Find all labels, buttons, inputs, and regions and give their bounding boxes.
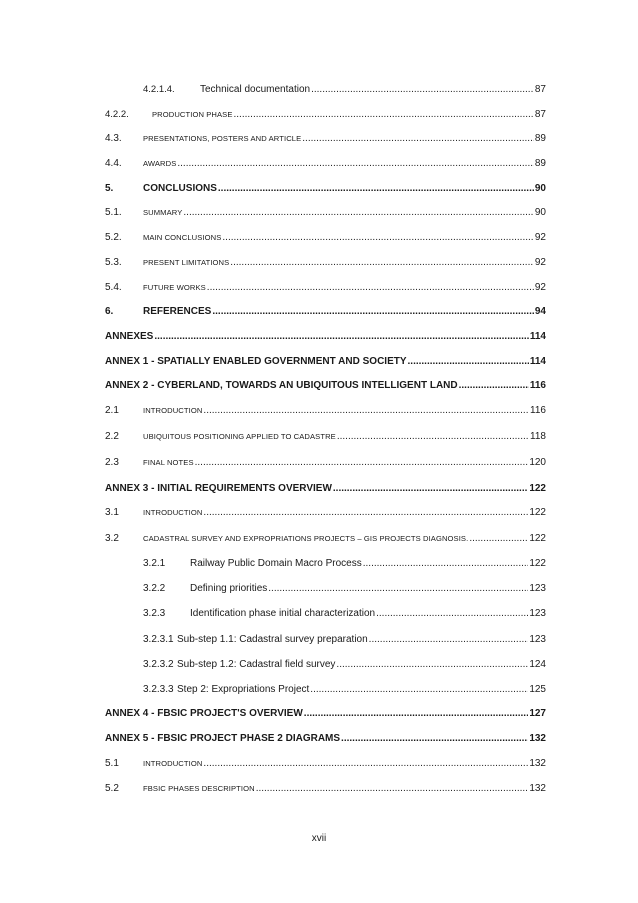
toc-entry-title: PRESENT LIMITATIONS bbox=[143, 258, 230, 267]
toc-entry-title: CONCLUSIONS bbox=[143, 183, 217, 194]
toc-entry[interactable] bbox=[0, 355, 638, 369]
toc-entry-title: PRODUCTION PHASE bbox=[152, 110, 233, 119]
leader-dots bbox=[369, 633, 529, 647]
toc-entry-page: 90 bbox=[534, 207, 546, 218]
leader-dots bbox=[203, 757, 528, 771]
leader-dots bbox=[408, 355, 529, 369]
leader-dots bbox=[302, 132, 534, 146]
leader-dots bbox=[183, 206, 533, 220]
toc-entry-title: ANNEX 3 - INITIAL REQUIREMENTS OVERVIEW bbox=[105, 483, 332, 494]
toc-entry[interactable] bbox=[0, 182, 638, 196]
toc-entry-page: 127 bbox=[529, 708, 546, 719]
toc-entry-number: 5.4. bbox=[105, 282, 122, 293]
toc-entry-number: 2.3 bbox=[105, 457, 119, 468]
leader-dots bbox=[218, 182, 534, 196]
leader-dots bbox=[256, 782, 529, 796]
toc-entry-number: 4.2.2. bbox=[105, 109, 129, 120]
toc-entry[interactable] bbox=[0, 506, 638, 520]
toc-entry-title: Identification phase initial characterization bbox=[190, 608, 376, 619]
leader-dots bbox=[234, 108, 534, 122]
leader-dots bbox=[207, 281, 534, 295]
toc-entry-page: 123 bbox=[529, 634, 546, 645]
toc-entry-title: INTRODUCTION bbox=[143, 508, 203, 517]
toc-entry-title: Railway Public Domain Macro Process bbox=[190, 558, 362, 569]
leader-dots bbox=[311, 83, 534, 97]
toc-entry-number: 5.1. bbox=[105, 207, 122, 218]
toc-entry-page: 89 bbox=[534, 133, 546, 144]
leader-dots bbox=[203, 404, 529, 418]
toc-entry-number: 3.2.3 bbox=[143, 608, 166, 619]
toc-entry-page: 122 bbox=[529, 558, 546, 569]
toc-entry-number: 3.2.1 bbox=[143, 558, 166, 569]
toc-entry-number: 3.2.2 bbox=[143, 583, 166, 594]
toc-entry[interactable] bbox=[0, 482, 638, 496]
toc-entry-page: 90 bbox=[534, 183, 546, 194]
toc-entry-number: 5.2. bbox=[105, 232, 122, 243]
toc-entry-title: UBIQUITOUS POSITIONING APPLIED TO CADASTRE bbox=[143, 432, 336, 441]
toc-entry[interactable] bbox=[0, 732, 638, 746]
toc-entry-page: 114 bbox=[529, 331, 546, 342]
toc-entry-title: MAIN CONCLUSIONS bbox=[143, 233, 222, 242]
toc-entry-number: 3.2.3.2 bbox=[143, 659, 174, 670]
leader-dots bbox=[336, 658, 528, 672]
toc-entry[interactable] bbox=[0, 281, 638, 295]
leader-dots bbox=[304, 707, 529, 721]
toc-entry-title: PRESENTATIONS, POSTERS AND ARTICLE bbox=[143, 134, 302, 143]
toc-entry-page: 132 bbox=[529, 758, 546, 769]
toc-entry-page: 118 bbox=[530, 431, 546, 442]
leader-dots bbox=[195, 456, 529, 470]
leader-dots bbox=[310, 683, 528, 697]
toc-entry[interactable] bbox=[0, 379, 638, 393]
toc-entry-title: ANNEX 1 - SPATIALLY ENABLED GOVERNMENT AND SOCIETY bbox=[105, 356, 407, 367]
toc-entry-page: 123 bbox=[529, 583, 546, 594]
toc-entry-page: 122 bbox=[529, 533, 546, 544]
toc-entry-page: 89 bbox=[534, 158, 546, 169]
leader-dots bbox=[459, 379, 529, 393]
toc-entry-page: 122 bbox=[529, 483, 546, 494]
toc-entry-page: 125 bbox=[529, 684, 546, 695]
toc-entry[interactable] bbox=[0, 305, 638, 319]
leader-dots bbox=[333, 482, 528, 496]
toc-entry[interactable] bbox=[0, 532, 638, 546]
toc-entry-number: 6. bbox=[105, 306, 114, 317]
leader-dots bbox=[337, 430, 529, 444]
toc-entry[interactable] bbox=[0, 83, 638, 97]
toc-entry-title: ANNEXES bbox=[105, 331, 154, 342]
toc-entry[interactable] bbox=[0, 404, 638, 418]
toc-entry-number: 5.3. bbox=[105, 257, 122, 268]
toc-entry[interactable] bbox=[0, 430, 638, 444]
leader-dots bbox=[177, 157, 534, 171]
toc-entry[interactable] bbox=[0, 256, 638, 270]
toc-entry-page: 87 bbox=[534, 84, 546, 95]
toc-entry[interactable] bbox=[0, 633, 638, 647]
toc-entry-page: 122 bbox=[529, 507, 546, 518]
toc-entry-page: 114 bbox=[529, 356, 546, 367]
toc-entry-title: ANNEX 5 - FBSIC PROJECT PHASE 2 DIAGRAMS bbox=[105, 733, 341, 744]
toc-entry[interactable] bbox=[0, 132, 638, 146]
toc-entry-number: 3.2.3.1 bbox=[143, 634, 174, 645]
leader-dots bbox=[376, 607, 528, 621]
toc-entry-title: FBSIC PHASES DESCRIPTION bbox=[143, 784, 255, 793]
toc-entry-number: 5.2 bbox=[105, 783, 119, 794]
toc-entry[interactable] bbox=[0, 683, 638, 697]
toc-entry-page: 94 bbox=[534, 306, 546, 317]
toc-entry-title: REFERENCES bbox=[143, 306, 212, 317]
toc-entry-number: 2.2 bbox=[105, 431, 119, 442]
toc-entry-page: 92 bbox=[534, 232, 546, 243]
toc-entry[interactable] bbox=[0, 456, 638, 470]
toc-entry-page: 132 bbox=[529, 733, 546, 744]
toc-entry[interactable] bbox=[0, 658, 638, 672]
leader-dots bbox=[230, 256, 534, 270]
toc-entry-title: FUTURE WORKS bbox=[143, 283, 206, 292]
toc-entry[interactable] bbox=[0, 607, 638, 621]
toc-entry-page: 123 bbox=[529, 608, 546, 619]
toc-entry-page: 92 bbox=[534, 282, 546, 293]
toc-entry-title: CADASTRAL SURVEY AND EXPROPRIATIONS PROJECTS – GIS PROJECTS DIAGNOSIS. bbox=[143, 534, 469, 543]
toc-entry-number: 5.1 bbox=[105, 758, 119, 769]
toc-entry-title: Step 2: Expropriations Project bbox=[177, 684, 310, 695]
toc-entry-number: 2.1 bbox=[105, 405, 119, 416]
toc-entry-page: 124 bbox=[529, 659, 546, 670]
leader-dots bbox=[212, 305, 534, 319]
toc-entry[interactable] bbox=[0, 206, 638, 220]
toc-entry-title: FINAL NOTES bbox=[143, 458, 194, 467]
toc-entry-page: 116 bbox=[530, 405, 546, 416]
toc-entry-title: Sub-step 1.2: Cadastral field survey bbox=[177, 659, 336, 670]
toc-entry-title: ANNEX 2 - CYBERLAND, TOWARDS AN UBIQUITOUS INTELLIGENT LAND bbox=[105, 380, 458, 391]
leader-dots bbox=[469, 532, 528, 546]
leader-dots bbox=[341, 732, 528, 746]
toc-entry[interactable] bbox=[0, 582, 638, 596]
toc-entry-title: SUMMARY bbox=[143, 208, 183, 217]
toc-entry-number: 5. bbox=[105, 183, 114, 194]
toc-entry-number: 3.2 bbox=[105, 533, 119, 544]
toc-entry[interactable] bbox=[0, 707, 638, 721]
page-number: xvii bbox=[311, 833, 327, 844]
toc-entry-title: Defining priorities bbox=[190, 583, 268, 594]
toc-entry-number: 4.2.1.4. bbox=[143, 84, 175, 95]
toc-entry[interactable] bbox=[0, 231, 638, 245]
toc-entry[interactable] bbox=[0, 157, 638, 171]
toc-entry-number: 4.3. bbox=[105, 133, 122, 144]
toc-entry-number: 3.1 bbox=[105, 507, 119, 518]
toc-entry-title: INTRODUCTION bbox=[143, 406, 203, 415]
toc-entry-title: INTRODUCTION bbox=[143, 759, 203, 768]
leader-dots bbox=[222, 231, 533, 245]
toc-entry[interactable] bbox=[0, 557, 638, 571]
toc-entry-number: 3.2.3.3 bbox=[143, 684, 174, 695]
leader-dots bbox=[203, 506, 528, 520]
toc-entry-page: 120 bbox=[529, 457, 546, 468]
toc-entry-title: AWARDS bbox=[143, 159, 177, 168]
toc-entry[interactable] bbox=[0, 330, 638, 344]
toc-entry-title: Sub-step 1.1: Cadastral survey preparation bbox=[177, 634, 368, 645]
toc-entry[interactable] bbox=[0, 782, 638, 796]
toc-entry-page: 87 bbox=[534, 109, 546, 120]
leader-dots bbox=[268, 582, 528, 596]
toc-entry[interactable] bbox=[0, 757, 638, 771]
toc-entry-number: 4.4. bbox=[105, 158, 122, 169]
toc-entry-page: 132 bbox=[529, 783, 546, 794]
toc-entry-title: ANNEX 4 - FBSIC PROJECT'S OVERVIEW bbox=[105, 708, 303, 719]
toc-entry-title: Technical documentation bbox=[200, 84, 311, 95]
toc-entry[interactable] bbox=[0, 108, 638, 122]
leader-dots bbox=[154, 330, 529, 344]
leader-dots bbox=[363, 557, 529, 571]
toc-entry-page: 92 bbox=[534, 257, 546, 268]
toc-entry-page: 116 bbox=[529, 380, 546, 391]
